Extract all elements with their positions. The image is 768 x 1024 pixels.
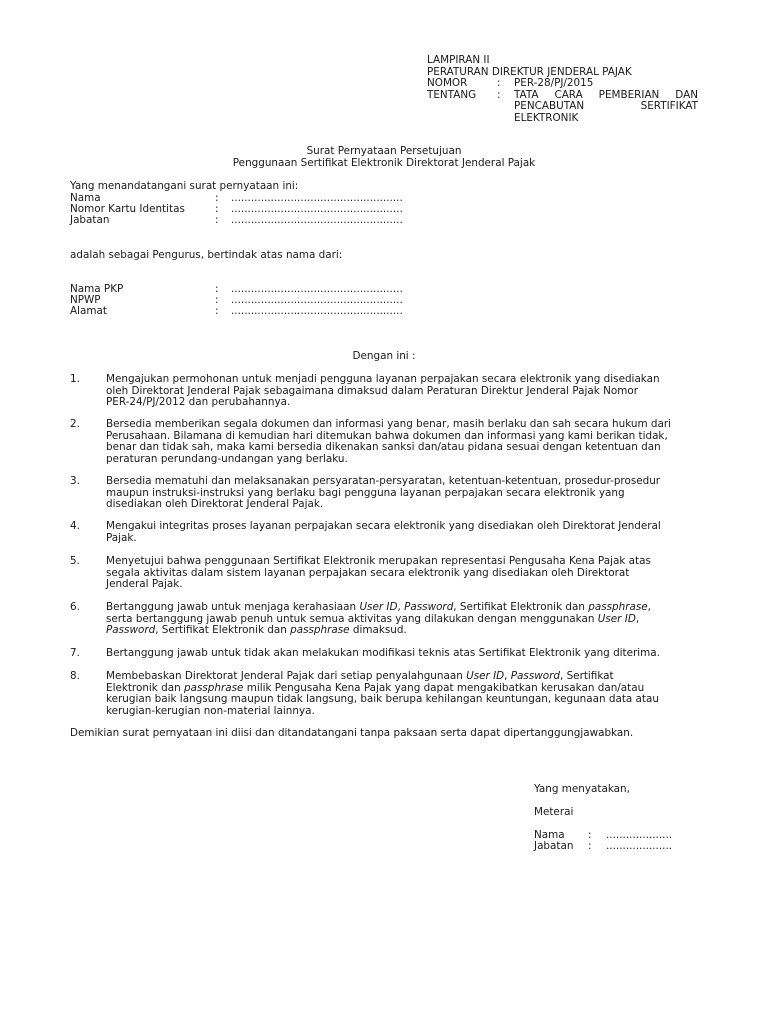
field-value: .................................................... (231, 283, 403, 295)
item-line: peraturan perundang-undangan yang berlaku. (106, 452, 348, 465)
list-item (70, 521, 698, 544)
item-text (106, 648, 698, 660)
dengan-ini: Dengan ini : (352, 350, 416, 362)
item-text (106, 476, 698, 511)
field-sep: : (215, 214, 219, 226)
item-number: 2. (70, 418, 80, 430)
item-number: 8. (70, 670, 80, 682)
item-line: Elektronik dan passphrase milik Pengusaha Kena Pajak yang dapat mengakibatkan kerusakan dan/atau (106, 681, 645, 694)
item-text (106, 374, 698, 409)
header-nomor-value: PER-28/PJ/2015 (514, 77, 594, 90)
header-tentang-line3: ELEKTRONIK (514, 111, 579, 124)
field-value: .................................................... (231, 203, 403, 215)
header-nomor-label: NOMOR (427, 77, 468, 90)
item-line: benar dan tidak sah, maka kami bersedia dikenakan sanksi dan/atau pidana sesuai dengan ketentuan dan (106, 441, 661, 454)
item-line: PER-24/PJ/2012 dan perubahannya. (106, 396, 291, 409)
item-text (106, 521, 698, 544)
item-line: Bertanggung jawab untuk tidak akan melakukan modifikasi teknis atas Sertifikat Elektronik yang diterima. (106, 647, 660, 659)
item-line: segala aktivitas dalam sistem layanan perpajakan secara elektronik yang disediakan oleh Direktorat (106, 566, 630, 579)
signer-field-jabatan (70, 215, 403, 227)
signature-jabatan-value: .................... (606, 840, 673, 852)
header-tentang-sep: : (497, 88, 501, 101)
field-value: .................................................... (231, 192, 403, 204)
field-sep: : (215, 305, 219, 317)
header-tentang-row3 (427, 113, 698, 125)
header-tentang-label: TENTANG (427, 88, 477, 101)
pengurus-text: adalah sebagai Pengurus, bertindak atas nama dari: (70, 249, 343, 261)
meterai-label: Meterai (534, 806, 574, 818)
item-line: Mengakui integritas proses layanan perpajakan secara elektronik yang disediakan oleh Direktorat Jenderal (106, 520, 661, 532)
list-item (70, 671, 698, 717)
field-label: NPWP (70, 294, 101, 306)
signature-nama-label: Nama (534, 829, 565, 841)
item-line: Bertanggung jawab untuk menjaga kerahasiaan User ID, Password, Sertifikat Elektronik dan passphrase, (106, 601, 651, 613)
item-number: 7. (70, 647, 80, 659)
title-line1: Surat Pernyataan Persetujuan (306, 145, 462, 157)
item-text (106, 556, 698, 591)
signer-intro: Yang menandatangani surat pernyataan ini: (70, 180, 299, 192)
item-line: Menyetujui bahwa penggunaan Sertifikat Elektronik merupakan representasi Pengusaha Kena Pajak atas (106, 555, 651, 567)
header-lampiran: LAMPIRAN II (427, 54, 490, 66)
item-line: kerugian baik langsung maupun tidak langsung, baik berupa kehilangan keuntungan, kegunaan data atau (106, 693, 659, 706)
list-item (70, 476, 698, 511)
field-label: Nomor Kartu Identitas (70, 203, 185, 215)
list-item (70, 648, 698, 660)
list-item (70, 556, 698, 591)
item-line: Bersedia mematuhi dan melaksanakan persyaratan-persyaratan, ketentuan-ketentuan, prosedur-prosedur (106, 475, 661, 487)
attachment-header (427, 55, 698, 125)
list-item (70, 602, 698, 637)
signature-jabatan-label: Jabatan (534, 840, 574, 852)
item-number: 3. (70, 475, 80, 487)
header-tentang-line2: PENCABUTAN SERTIFIKAT (514, 100, 698, 113)
field-value: .................................................... (231, 294, 403, 306)
item-line: maupun instruksi-instruksi yang berlaku bagi pengguna layanan perpajakan secara elektronik yang (106, 486, 625, 499)
field-sep: : (215, 283, 219, 295)
item-line: Mengajukan permohonan untuk menjadi pengguna layanan perpajakan secara elektronik yang disediakan (106, 373, 660, 385)
header-tentang-line1: TATA CARA PEMBERIAN DAN (514, 88, 698, 101)
field-sep: : (215, 203, 219, 215)
item-text (106, 602, 698, 637)
item-line: Perusahaan. Bilamana di kemudian hari ditemukan bahwa dokumen dan informasi yang kami berikan tidak, (106, 429, 668, 442)
signature-sep: : (588, 840, 592, 852)
item-line: serta bertanggung jawab penuh untuk semua aktivitas yang dilakukan dengan menggunakan User ID, (106, 612, 640, 625)
title-line2: Penggunaan Sertifikat Elektronik Direktorat Jenderal Pajak (232, 156, 536, 169)
item-line: oleh Direktorat Jenderal Pajak sebagaimana dimaksud dalam Peraturan Direktur Jenderal Pajak Nomor (106, 384, 638, 397)
yang-menyatakan: Yang menyatakan, (534, 783, 630, 795)
item-number: 6. (70, 601, 80, 613)
signature-nama-value: .................... (606, 829, 673, 841)
field-sep: : (215, 192, 219, 204)
list-item (70, 374, 698, 409)
field-value: .................................................... (231, 214, 403, 226)
item-text (106, 419, 698, 465)
item-line: Pajak. (106, 531, 137, 544)
item-text (106, 671, 698, 717)
document-title (70, 146, 698, 169)
list-item (70, 419, 698, 465)
header-nomor-sep: : (497, 77, 501, 90)
header-peraturan: PERATURAN DIREKTUR JENDERAL PAJAK (427, 65, 632, 78)
signature-sep: : (588, 829, 592, 841)
field-label: Nama (70, 192, 101, 204)
item-line: kerugian-kerugian non-material lainnya. (106, 704, 315, 717)
field-label: Alamat (70, 305, 107, 317)
item-line: disediakan oleh Direktorat Jenderal Pajak. (106, 498, 324, 511)
item-line: Membebaskan Direktorat Jenderal Pajak dari setiap penyalahgunaan User ID, Password, Sertifikat (106, 670, 614, 682)
item-number: 1. (70, 373, 80, 385)
field-sep: : (215, 294, 219, 306)
field-label: Jabatan (70, 214, 110, 226)
item-number: 4. (70, 520, 80, 532)
field-label: Nama PKP (70, 283, 124, 295)
item-line: Jenderal Pajak. (106, 578, 183, 591)
signature-jabatan-row (534, 841, 672, 853)
field-value: .................................................... (231, 305, 403, 317)
item-line: Password, Sertifikat Elektronik dan passphrase dimaksud. (106, 624, 407, 637)
item-number: 5. (70, 555, 80, 567)
closing-statement: Demikian surat pernyataan ini diisi dan ditandatangani tanpa paksaan serta dapat dipertanggungjawabkan. (70, 727, 634, 739)
item-line: Bersedia memberikan segala dokumen dan informasi yang benar, masih berlaku dan sah secara hukum dari (106, 418, 672, 430)
pkp-field-alamat (70, 306, 403, 318)
